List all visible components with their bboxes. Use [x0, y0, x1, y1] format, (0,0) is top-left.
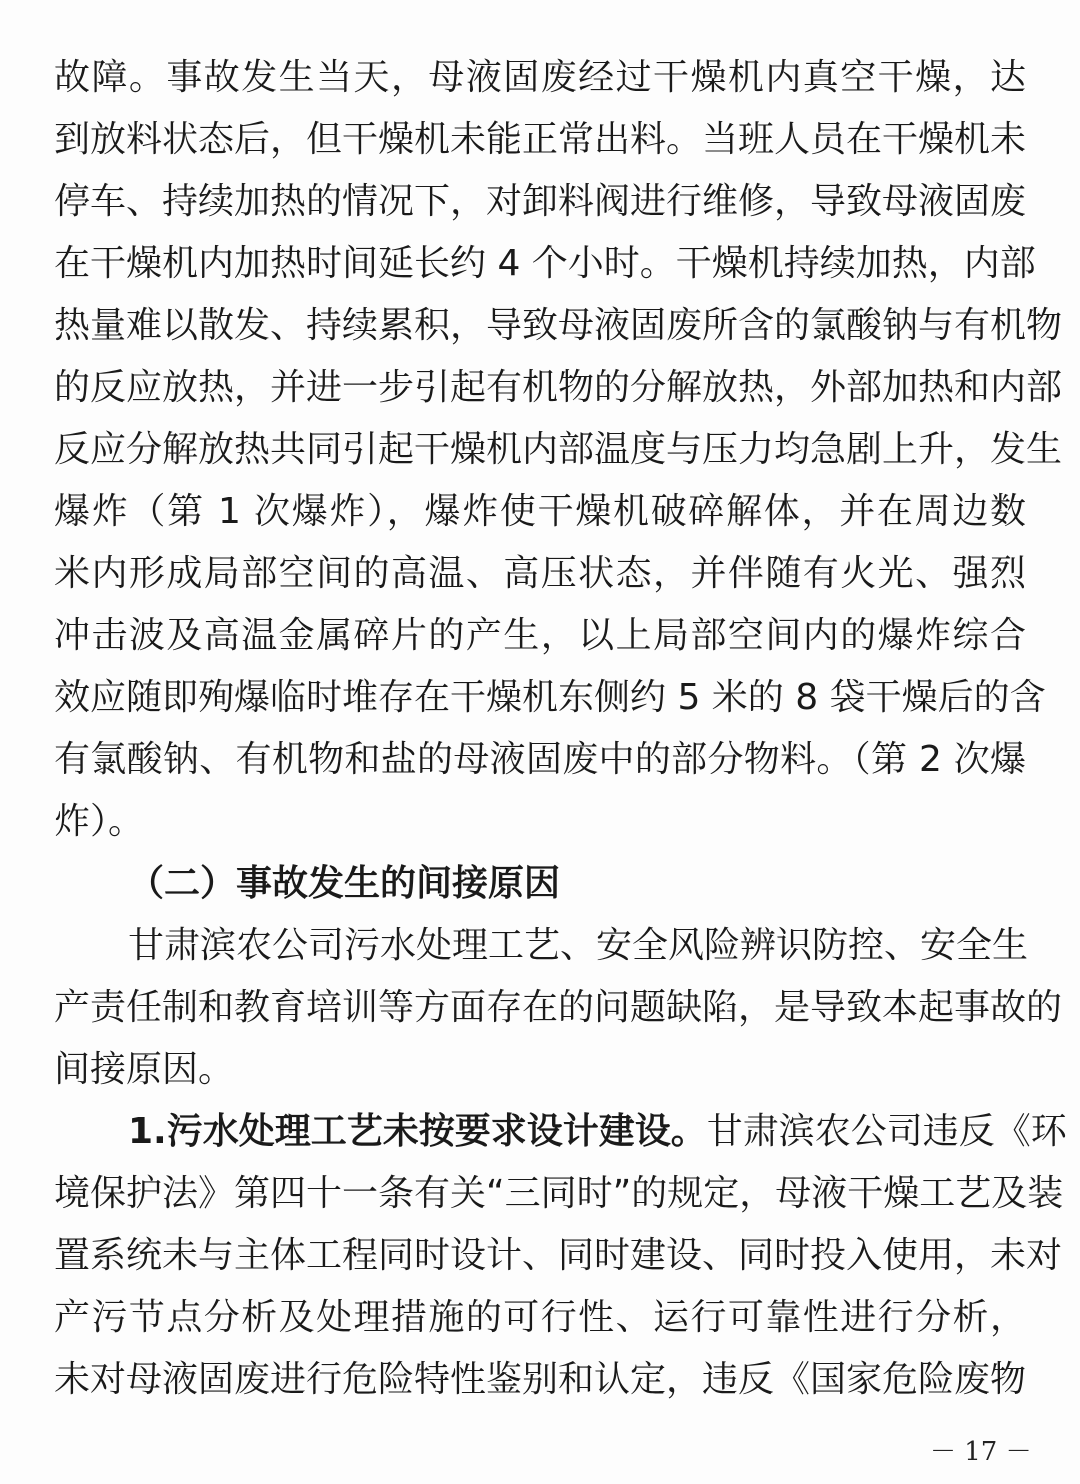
text-line: 到放料状态后，但干燥机未能正常出料。当班人员在干燥机未: [54, 119, 1027, 160]
text-line: 米内形成局部空间的高温、高压状态，并伴随有火光、强烈: [54, 553, 1026, 594]
text-line: 有氯酸钠、有机物和盐的母液固废中的部分物料。（第 2 次爆: [54, 739, 1026, 780]
text-line: 产责任制和教育培训等方面存在的问题缺陷，是导致本起事故的: [54, 987, 1063, 1028]
text-line: 冲击波及高温金属碎片的产生，以上局部空间内的爆炸综合: [54, 615, 1026, 656]
lead-rest: 甘肃滨农公司违反《环: [706, 1111, 1067, 1152]
bold-lead: 1.污水处理工艺未按要求设计建设。: [128, 1111, 707, 1152]
text-line: 停车、持续加热的情况下，对卸料阀进行维修，导致母液固废: [54, 181, 1027, 222]
text-line: 境保护法》第四十一条有关“三同时”的规定，母液干燥工艺及装: [54, 1173, 1064, 1214]
text-line: [128, 1111, 1067, 1152]
text-line: 效应随即殉爆临时堆存在干燥机东侧约 5 米的 8 袋干燥后的含: [54, 677, 1046, 718]
text-line: 炸）。: [54, 801, 145, 842]
text-line: 未对母液固废进行危险特性鉴别和认定，违反《国家危险废物: [54, 1359, 1027, 1400]
page-number: － 17 －: [930, 1437, 1032, 1467]
text-line: 爆炸（第 1 次爆炸），爆炸使干燥机破碎解体，并在周边数: [54, 491, 1026, 532]
text-line: 反应分解放热共同引起干燥机内部温度与压力均急剧上升，发生: [54, 429, 1063, 470]
text-line: 甘肃滨农公司污水处理工艺、安全风险辨识防控、安全生: [128, 925, 1029, 966]
text-line: 的反应放热，并进一步引起有机物的分解放热，外部加热和内部: [54, 367, 1063, 408]
text-line: 产污节点分析及处理措施的可行性、运行可靠性进行分析，: [54, 1297, 1026, 1338]
text-line: 故障。事故发生当天，母液固废经过干燥机内真空干燥，达: [54, 57, 1026, 98]
section-heading: （二）事故发生的间接原因: [128, 863, 561, 904]
text-line: 热量难以散发、持续累积，导致母液固废所含的氯酸钠与有机物: [54, 305, 1063, 346]
text-line: 间接原因。: [54, 1049, 235, 1090]
text-line: 在干燥机内加热时间延长约 4 个小时。干燥机持续加热，内部: [54, 243, 1036, 284]
text-line: 置系统未与主体工程同时设计、同时建设、同时投入使用，未对: [54, 1235, 1063, 1276]
